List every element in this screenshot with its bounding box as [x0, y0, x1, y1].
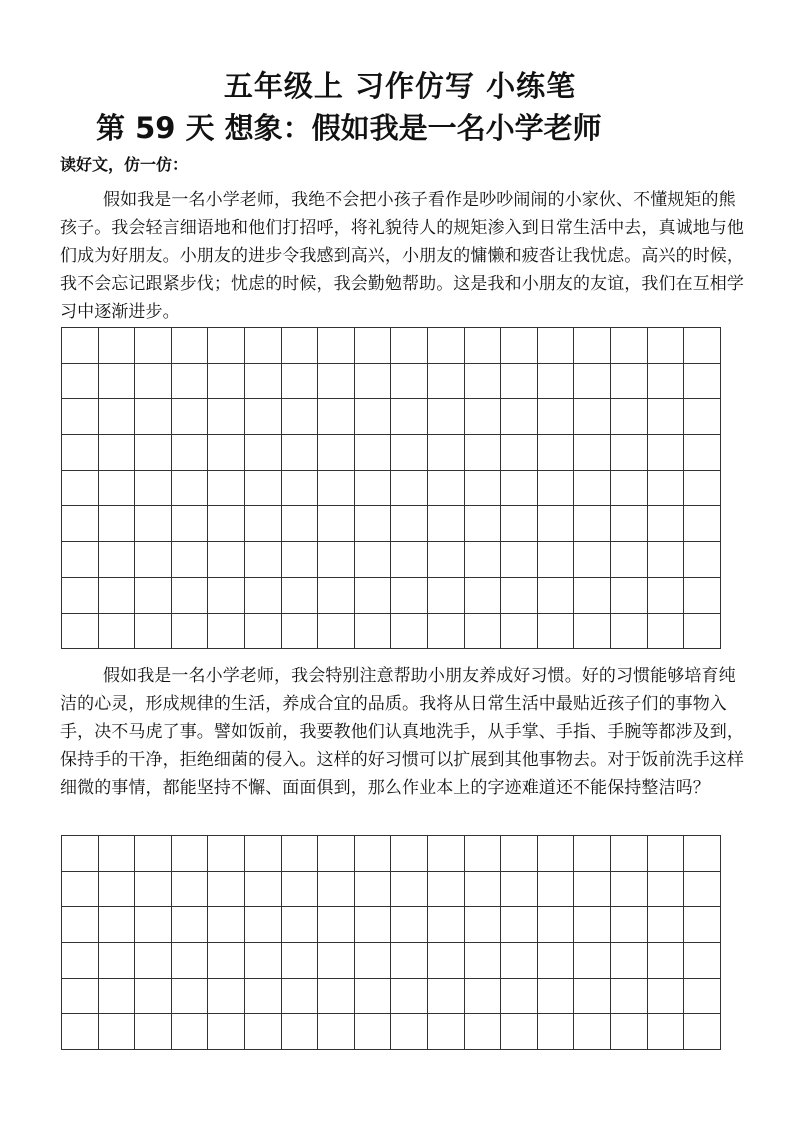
grid-cell[interactable]	[684, 907, 721, 943]
grid-cell[interactable]	[501, 872, 538, 908]
grid-cell[interactable]	[648, 907, 685, 943]
grid-cell[interactable]	[282, 471, 319, 507]
grid-cell[interactable]	[428, 872, 465, 908]
grid-cell[interactable]	[501, 907, 538, 943]
grid-cell[interactable]	[318, 542, 355, 578]
grid-cell[interactable]	[684, 979, 721, 1015]
grid-cell[interactable]	[355, 328, 392, 364]
grid-cell[interactable]	[208, 943, 245, 979]
grid-cell[interactable]	[245, 435, 282, 471]
grid-cell[interactable]	[465, 328, 502, 364]
grid-cell[interactable]	[99, 399, 136, 435]
grid-cell[interactable]	[172, 399, 209, 435]
grid-cell[interactable]	[648, 1014, 685, 1050]
grid-cell[interactable]	[501, 943, 538, 979]
grid-cell[interactable]	[62, 1014, 99, 1050]
grid-cell[interactable]	[355, 614, 392, 650]
grid-cell[interactable]	[282, 614, 319, 650]
grid-cell[interactable]	[684, 542, 721, 578]
grid-cell[interactable]	[172, 578, 209, 614]
grid-cell[interactable]	[282, 943, 319, 979]
grid-cell[interactable]	[465, 435, 502, 471]
grid-cell[interactable]	[172, 907, 209, 943]
grid-cell[interactable]	[574, 872, 611, 908]
grid-cell[interactable]	[428, 471, 465, 507]
grid-cell[interactable]	[611, 542, 648, 578]
grid-cell[interactable]	[501, 328, 538, 364]
grid-cell[interactable]	[245, 578, 282, 614]
grid-cell[interactable]	[391, 399, 428, 435]
grid-cell[interactable]	[391, 506, 428, 542]
grid-cell[interactable]	[611, 614, 648, 650]
grid-cell[interactable]	[611, 1014, 648, 1050]
grid-cell[interactable]	[611, 471, 648, 507]
grid-cell[interactable]	[135, 542, 172, 578]
grid-cell[interactable]	[135, 907, 172, 943]
grid-cell[interactable]	[282, 364, 319, 400]
grid-cell[interactable]	[245, 907, 282, 943]
grid-cell[interactable]	[684, 578, 721, 614]
grid-cell[interactable]	[172, 435, 209, 471]
grid-cell[interactable]	[318, 328, 355, 364]
model-passage-1: 假如我是一名小学老师，我绝不会把小孩子看作是吵吵闹闹的小家伙、不懂规矩的熊孩子。我会轻言细语地和他们打招呼，将礼貌待人的规矩渗入到日常生活中去，真诚地与他们成为好朋友。小朋友的进步令我感到高兴，小朋友的慵懒和疲沓让我忧虑。高兴的时候，我不会忘记跟紧步伐；忧虑的时候，我会勤勉帮助。这是我和小朋友的友谊，我们在互相学习中逐渐进步。	[60, 190, 744, 322]
grid-cell[interactable]	[318, 435, 355, 471]
grid-cell[interactable]	[648, 872, 685, 908]
grid-cell[interactable]	[208, 578, 245, 614]
grid-cell[interactable]	[465, 578, 502, 614]
grid-cell[interactable]	[135, 979, 172, 1015]
grid-cell[interactable]	[135, 364, 172, 400]
grid-cell[interactable]	[99, 578, 136, 614]
grid-cell[interactable]	[172, 614, 209, 650]
grid-cell[interactable]	[538, 542, 575, 578]
grid-cell[interactable]	[648, 542, 685, 578]
grid-cell[interactable]	[318, 578, 355, 614]
grid-cell[interactable]	[428, 578, 465, 614]
grid-cell[interactable]	[574, 399, 611, 435]
grid-cell[interactable]	[62, 364, 99, 400]
grid-cell[interactable]	[648, 578, 685, 614]
grid-cell[interactable]	[684, 614, 721, 650]
grid-cell[interactable]	[99, 328, 136, 364]
grid-cell[interactable]	[208, 364, 245, 400]
grid-cell[interactable]	[501, 506, 538, 542]
grid-cell[interactable]	[318, 943, 355, 979]
grid-cell[interactable]	[574, 907, 611, 943]
grid-cell[interactable]	[318, 399, 355, 435]
grid-cell[interactable]	[62, 872, 99, 908]
grid-cell[interactable]	[648, 328, 685, 364]
grid-cell[interactable]	[648, 364, 685, 400]
grid-cell[interactable]	[99, 614, 136, 650]
grid-cell[interactable]	[648, 399, 685, 435]
grid-cell[interactable]	[135, 614, 172, 650]
grid-cell[interactable]	[611, 399, 648, 435]
grid-cell[interactable]	[62, 614, 99, 650]
grid-cell[interactable]	[355, 471, 392, 507]
grid-cell[interactable]	[611, 578, 648, 614]
grid-cell[interactable]	[135, 506, 172, 542]
grid-cell[interactable]	[538, 435, 575, 471]
grid-cell[interactable]	[172, 506, 209, 542]
grid-cell[interactable]	[282, 435, 319, 471]
grid-cell[interactable]	[62, 943, 99, 979]
grid-cell[interactable]	[135, 328, 172, 364]
grid-cell[interactable]	[428, 979, 465, 1015]
grid-cell[interactable]	[611, 907, 648, 943]
grid-cell[interactable]	[245, 471, 282, 507]
grid-cell[interactable]	[684, 471, 721, 507]
grid-cell[interactable]	[684, 943, 721, 979]
grid-cell[interactable]	[574, 506, 611, 542]
grid-cell[interactable]	[611, 328, 648, 364]
grid-cell[interactable]	[501, 578, 538, 614]
grid-cell[interactable]	[318, 364, 355, 400]
grid-cell[interactable]	[62, 328, 99, 364]
grid-cell[interactable]	[538, 328, 575, 364]
grid-cell[interactable]	[465, 907, 502, 943]
grid-cell[interactable]	[611, 435, 648, 471]
grid-cell[interactable]	[318, 907, 355, 943]
grid-cell[interactable]	[318, 836, 355, 872]
grid-cell[interactable]	[648, 506, 685, 542]
grid-cell[interactable]	[318, 1014, 355, 1050]
model-passage-2: 假如我是一名小学老师，我会特别注意帮助小朋友养成好习惯。好的习惯能够培育纯洁的心灵，形成规律的生活，养成合宜的品质。我将从日常生活中最贴近孩子们的事物入手，决不马虎了事。譬如饭前，我要教他们认真地洗手，从手掌、手指、手腕等都涉及到，保持手的干净，拒绝细菌的侵入。这样的好习惯可以扩展到其他事物去。对于饭前洗手这样细微的事情，都能坚持不懈、面面俱到，那么作业本上的字迹难道还不能保持整洁吗？	[60, 666, 744, 798]
grid-cell[interactable]	[538, 872, 575, 908]
grid-cell[interactable]	[538, 578, 575, 614]
grid-cell[interactable]	[318, 614, 355, 650]
grid-cell[interactable]	[135, 578, 172, 614]
day-number: 第 59 天	[96, 111, 215, 145]
grid-cell[interactable]	[648, 943, 685, 979]
grid-cell[interactable]	[391, 364, 428, 400]
grid-cell[interactable]	[355, 943, 392, 979]
grid-cell[interactable]	[245, 943, 282, 979]
lesson-topic: 想象：假如我是一名小学老师	[224, 111, 602, 145]
grid-cell[interactable]	[135, 471, 172, 507]
grid-cell[interactable]	[428, 328, 465, 364]
grid-cell[interactable]	[135, 435, 172, 471]
grid-cell[interactable]	[172, 471, 209, 507]
grid-cell[interactable]	[428, 614, 465, 650]
grid-cell[interactable]	[282, 578, 319, 614]
grid-cell[interactable]	[465, 872, 502, 908]
grid-cell[interactable]	[465, 542, 502, 578]
grid-cell[interactable]	[538, 943, 575, 979]
grid-cell[interactable]	[62, 542, 99, 578]
grid-cell[interactable]	[355, 578, 392, 614]
grid-cell[interactable]	[501, 364, 538, 400]
grid-cell[interactable]	[391, 943, 428, 979]
grid-cell[interactable]	[428, 506, 465, 542]
grid-cell[interactable]	[574, 435, 611, 471]
grid-cell[interactable]	[391, 328, 428, 364]
grid-cell[interactable]	[355, 872, 392, 908]
grid-cell[interactable]	[318, 506, 355, 542]
grid-cell[interactable]	[501, 399, 538, 435]
grid-cell[interactable]	[611, 943, 648, 979]
grid-cell[interactable]	[465, 943, 502, 979]
grid-cell[interactable]	[391, 979, 428, 1015]
grid-cell[interactable]	[538, 399, 575, 435]
grid-cell[interactable]	[501, 542, 538, 578]
grid-cell[interactable]	[684, 872, 721, 908]
grid-cell[interactable]	[611, 979, 648, 1015]
grid-cell[interactable]	[538, 506, 575, 542]
grid-cell[interactable]	[611, 506, 648, 542]
grid-cell[interactable]	[501, 435, 538, 471]
grid-cell[interactable]	[99, 943, 136, 979]
grid-cell[interactable]	[355, 836, 392, 872]
grid-cell[interactable]	[501, 836, 538, 872]
grid-cell[interactable]	[245, 506, 282, 542]
grid-cell[interactable]	[208, 979, 245, 1015]
grid-cell[interactable]	[62, 471, 99, 507]
grid-cell[interactable]	[245, 979, 282, 1015]
grid-cell[interactable]	[135, 1014, 172, 1050]
grid-cell[interactable]	[611, 836, 648, 872]
grid-cell[interactable]	[648, 614, 685, 650]
grid-cell[interactable]	[428, 542, 465, 578]
grid-cell[interactable]	[611, 364, 648, 400]
grid-cell[interactable]	[355, 399, 392, 435]
grid-cell[interactable]	[538, 979, 575, 1015]
grid-cell[interactable]	[355, 435, 392, 471]
grid-cell[interactable]	[99, 435, 136, 471]
grid-cell[interactable]	[99, 836, 136, 872]
grid-cell[interactable]	[684, 364, 721, 400]
grid-cell[interactable]	[538, 836, 575, 872]
grid-cell[interactable]	[282, 328, 319, 364]
grid-cell[interactable]	[684, 328, 721, 364]
grid-cell[interactable]	[391, 614, 428, 650]
grid-cell[interactable]	[501, 1014, 538, 1050]
grid-cell[interactable]	[684, 435, 721, 471]
grid-cell[interactable]	[391, 578, 428, 614]
grid-cell[interactable]	[501, 614, 538, 650]
grid-cell[interactable]	[99, 979, 136, 1015]
grid-cell[interactable]	[465, 399, 502, 435]
grid-cell[interactable]	[574, 364, 611, 400]
grid-cell[interactable]	[208, 399, 245, 435]
grid-cell[interactable]	[574, 1014, 611, 1050]
grid-cell[interactable]	[245, 542, 282, 578]
grid-cell[interactable]	[135, 836, 172, 872]
grid-cell[interactable]	[135, 872, 172, 908]
grid-cell[interactable]	[99, 1014, 136, 1050]
grid-cell[interactable]	[538, 614, 575, 650]
grid-cell[interactable]	[245, 614, 282, 650]
grid-cell[interactable]	[574, 328, 611, 364]
grid-cell[interactable]	[282, 1014, 319, 1050]
grid-cell[interactable]	[208, 328, 245, 364]
grid-cell[interactable]	[99, 907, 136, 943]
grid-cell[interactable]	[208, 542, 245, 578]
grid-cell[interactable]	[208, 836, 245, 872]
grid-cell[interactable]	[245, 328, 282, 364]
writing-grid-1[interactable]	[61, 327, 721, 649]
grid-cell[interactable]	[318, 979, 355, 1015]
grid-cell[interactable]	[135, 943, 172, 979]
grid-cell[interactable]	[208, 907, 245, 943]
grid-cell[interactable]	[648, 471, 685, 507]
grid-cell[interactable]	[208, 872, 245, 908]
grid-cell[interactable]	[501, 979, 538, 1015]
grid-cell[interactable]	[538, 471, 575, 507]
grid-cell[interactable]	[99, 364, 136, 400]
grid-cell[interactable]	[282, 542, 319, 578]
grid-cell[interactable]	[355, 979, 392, 1015]
grid-cell[interactable]	[318, 471, 355, 507]
grid-cell[interactable]	[172, 979, 209, 1015]
grid-cell[interactable]	[428, 1014, 465, 1050]
grid-cell[interactable]	[391, 542, 428, 578]
grid-cell[interactable]	[208, 614, 245, 650]
grid-cell[interactable]	[62, 578, 99, 614]
grid-cell[interactable]	[245, 836, 282, 872]
grid-cell[interactable]	[428, 435, 465, 471]
grid-cell[interactable]	[355, 907, 392, 943]
grid-cell[interactable]	[538, 1014, 575, 1050]
grid-cell[interactable]	[245, 872, 282, 908]
grid-cell[interactable]	[465, 614, 502, 650]
grid-cell[interactable]	[538, 907, 575, 943]
grid-cell[interactable]	[62, 907, 99, 943]
grid-cell[interactable]	[428, 907, 465, 943]
grid-cell[interactable]	[391, 907, 428, 943]
grid-cell[interactable]	[574, 578, 611, 614]
grid-cell[interactable]	[428, 364, 465, 400]
grid-cell[interactable]	[391, 1014, 428, 1050]
grid-cell[interactable]	[684, 399, 721, 435]
grid-cell[interactable]	[391, 471, 428, 507]
grid-cell[interactable]	[99, 542, 136, 578]
grid-cell[interactable]	[318, 872, 355, 908]
grid-cell[interactable]	[391, 836, 428, 872]
grid-cell[interactable]	[355, 364, 392, 400]
grid-cell[interactable]	[282, 836, 319, 872]
grid-cell[interactable]	[208, 471, 245, 507]
grid-cell[interactable]	[99, 506, 136, 542]
grid-cell[interactable]	[245, 399, 282, 435]
grid-cell[interactable]	[501, 471, 538, 507]
grid-cell[interactable]	[282, 907, 319, 943]
grid-cell[interactable]	[282, 872, 319, 908]
grid-cell[interactable]	[574, 471, 611, 507]
grid-cell[interactable]	[172, 1014, 209, 1050]
grid-cell[interactable]	[62, 399, 99, 435]
grid-cell[interactable]	[465, 471, 502, 507]
grid-cell[interactable]	[245, 1014, 282, 1050]
grid-cell[interactable]	[574, 836, 611, 872]
grid-cell[interactable]	[282, 979, 319, 1015]
grid-cell[interactable]	[574, 542, 611, 578]
grid-cell[interactable]	[282, 506, 319, 542]
grid-cell[interactable]	[684, 836, 721, 872]
grid-cell[interactable]	[428, 399, 465, 435]
grid-cell[interactable]	[208, 435, 245, 471]
grid-cell[interactable]	[574, 943, 611, 979]
grid-cell[interactable]	[99, 872, 136, 908]
grid-cell[interactable]	[465, 979, 502, 1015]
grid-cell[interactable]	[428, 836, 465, 872]
grid-cell[interactable]	[282, 399, 319, 435]
grid-cell[interactable]	[62, 506, 99, 542]
grid-cell[interactable]	[538, 364, 575, 400]
grid-cell[interactable]	[62, 435, 99, 471]
grid-cell[interactable]	[99, 471, 136, 507]
grid-cell[interactable]	[391, 435, 428, 471]
grid-cell[interactable]	[208, 506, 245, 542]
grid-cell[interactable]	[355, 1014, 392, 1050]
grid-cell[interactable]	[428, 943, 465, 979]
grid-cell[interactable]	[648, 435, 685, 471]
grid-cell[interactable]	[172, 943, 209, 979]
grid-cell[interactable]	[355, 542, 392, 578]
instruction-label: 读好文，仿一仿：	[60, 155, 189, 174]
grid-cell[interactable]	[574, 614, 611, 650]
grid-cell[interactable]	[465, 364, 502, 400]
grid-cell[interactable]	[648, 979, 685, 1015]
grid-cell[interactable]	[465, 836, 502, 872]
grid-cell[interactable]	[684, 506, 721, 542]
grid-cell[interactable]	[208, 1014, 245, 1050]
grid-cell[interactable]	[391, 872, 428, 908]
grid-cell[interactable]	[135, 399, 172, 435]
grid-cell[interactable]	[648, 836, 685, 872]
grid-cell[interactable]	[355, 506, 392, 542]
grid-cell[interactable]	[465, 506, 502, 542]
grid-cell[interactable]	[172, 872, 209, 908]
grid-cell[interactable]	[245, 364, 282, 400]
grid-cell[interactable]	[465, 1014, 502, 1050]
grid-cell[interactable]	[172, 364, 209, 400]
grid-cell[interactable]	[62, 979, 99, 1015]
worksheet-title: 五年级上 习作仿写 小练笔	[223, 69, 577, 103]
grid-cell[interactable]	[62, 836, 99, 872]
writing-grid-2[interactable]	[61, 835, 721, 1050]
lesson-heading	[96, 108, 602, 148]
grid-cell[interactable]	[611, 872, 648, 908]
grid-cell[interactable]	[172, 542, 209, 578]
grid-cell[interactable]	[172, 328, 209, 364]
grid-cell[interactable]	[172, 836, 209, 872]
grid-cell[interactable]	[684, 1014, 721, 1050]
grid-cell[interactable]	[574, 979, 611, 1015]
